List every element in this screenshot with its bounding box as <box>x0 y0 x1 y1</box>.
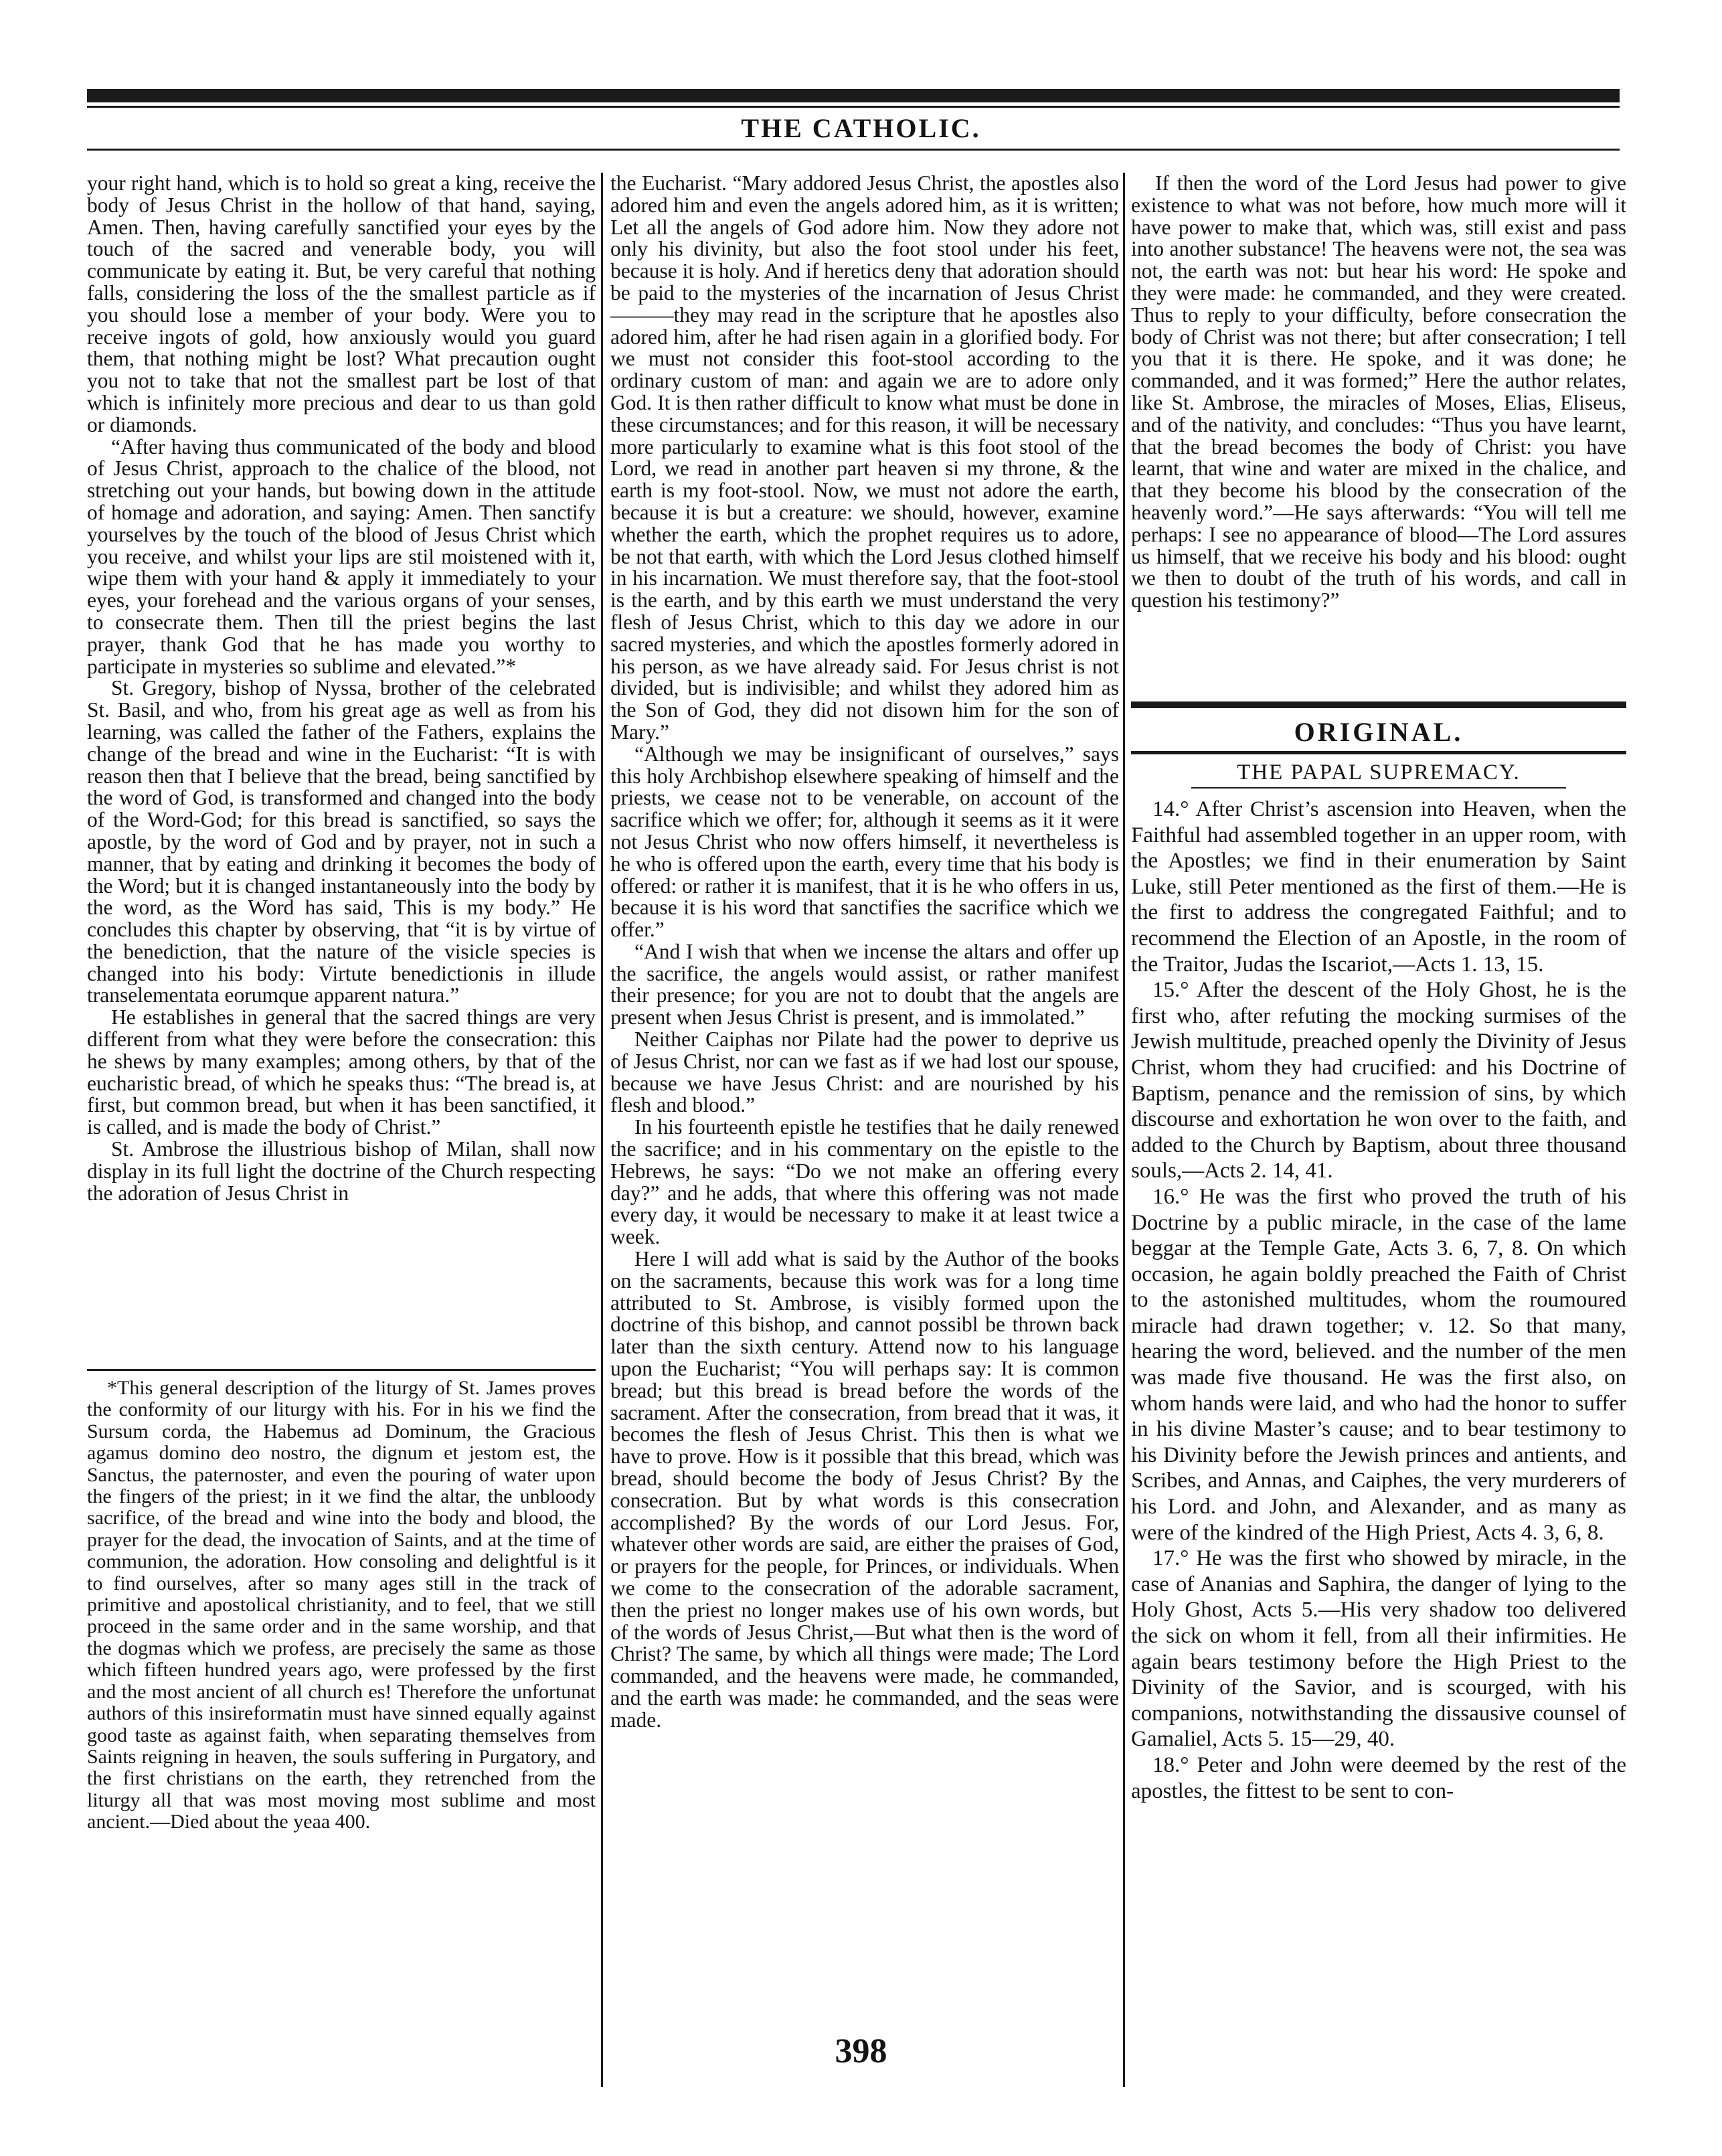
col1-paragraph: “After having thus communicated of the body and blood of Jesus Christ, approach to the chalice of the blood, not stretching out your hands, but bowing down in the attitude of homage and adoration, and saying: Amen. Then sanctify yourselves by the touch of the blood of Jesus Christ which you receive, and whilst your lips are stil moistened with it, wipe them with your hand & apply it immediately to your eyes, your forehead and the various organs of your senses, to consecrate them. Then till the priest begins the last prayer, thank God that he has made you worthy to participate in mysteries so sublime and elevated.”* <box>87 434 596 678</box>
footnote-text: *This general description of the liturgy of St. James proves the conformity of our liturgy with his. For in his we find the Sursum corda, the Habemus ad Dominum, the Gracious agamus domino deo nostro, the dignum et jestom est, the Sanctus, the paternoster, and even the pouring of water upon the fingers of the priest; in it we find the altar, the unbloody sacrifice, of the bread and wine into the body and blood, the prayer for the dead, the invocation of Saints, and at the time of communion, the adoration. How consoling and delightful is it to find ourselves, after so many ages still in the track of primitive and apostolical christianity, and to feel, that we still proceed in the same order and in the same worship, and that the dogmas which we profess, are precisely the same as those which fifteen hundred years ago, were professed by the first and the most ancient of all church es! Therefore the unfortunat authors of this insireformatin must have sinned equally against good taste as against faith, when separating themselves from Saints reigning in heaven, the souls suffering in Purgatory, and the first christians on the earth, they retrenched from the liturgy all that was most moving most sublime and most ancient.—Died about the yeaa 400. <box>87 1377 596 1833</box>
col2-paragraph: Neither Caiphas nor Pilate had the power to deprive us of Jesus Christ, nor can we fast as if we had lost our spouse, because we have Jesus Christ: and are nourished by his flesh and blood.” <box>610 1027 1119 1117</box>
original-article <box>1131 797 1626 1804</box>
original-paragraph: 18.° Peter and John were deemed by the rest of the apostles, the fittest to be sent to con- <box>1131 1752 1626 1803</box>
col3-paragraph: If then the word of the Lord Jesus had power to give existence to what was not before, how much more will it have power to make that, which was, still exist and pass into another substance! The heavens were not, the sea was not, the earth was not: but hear his word: He spoke and they were made: he commanded, and they were created. Thus to reply to your difficulty, before consecration the body of Christ was not there; but after consecration; I tell you that it is there. He spoke, and it was done; he commanded, and it was formed;” Here the author relates, like St. Ambrose, the miracles of Moses, Elias, Eliseus, and of the nativity, and concludes: “Thus you have learnt, that the bread becomes the body of Christ: you have learnt, that wine and water are mixed in the chalice, and that they become his blood by the consecration of the heavenly word.”—He says afterwards: “You will tell me perhaps: I see no appearance of blood—The Lord assures us himself, that we receive his body and his blood: ought we then to doubt of the truth of his words, and call in question his testimony?” <box>1131 171 1626 612</box>
col2-paragraph: Here I will add what is said by the Author of the books on the sacraments, because this work was for a long time attributed to St. Ambrose, is visibly formed upon the doctrine of this bishop, and cannot possibl be thrown back later than the sixth century. Attend now to his language upon the Eucharist; “You will perhaps say: It is common bread; but this bread is bread before the words of the sacrament. After the consecration, from bread that it was, it becomes the flesh of Jesus Christ. This then is what we have to prove. How is it possible that this bread, which was bread, should become the body of Jesus Christ? By the consecration. But by what words is this consecration accomplished? By the words of our Lord Jesus. For, whatever other words are said, are either the praises of God, or prayers for the people, for Princes, or individuals. When we come to the consecration of the adorable sacrament, then the priest no longer makes use of his own words, but of the words of Jesus Christ,—But what then is the word of Christ? The same, by which all things were made; The Lord commanded, and the heavens were made, he commanded, and the earth was made: he commanded, and the seas were made. <box>610 1247 1119 1732</box>
column-3 <box>1131 173 1626 612</box>
col2-paragraph: the Eucharist. “Mary addored Jesus Christ, the apostles also adored him and even the angels adored him, as it is written; Let all the angels of God adore him. Now they adore not only his divinity, but also the foot stool under his feet, because it is holy. And if heretics deny that adoration should be paid to the mysteries of the incarnation of Jesus Christ———they may read in the scripture that he apostles also adored him, after he had risen again in a glorified body. For we must not consider this foot-stool according to the ordinary custom of man: and again we are to adore only God. It is then rather difficult to know what must be done in these circumstances; and for this reason, it will be necessary more particularly to examine what is this foot stool of the Lord, we read in another part heaven si my throne, & the earth is my foot-stool. Now, we must not adore the earth, because it is but a creature: we should, however, examine whether the earth, which the prophet requires us to adore, be not that earth, with which the Lord Jesus clothed himself in his incarnation. We must therefore say, that the foot-stool is the earth, and by this earth we must understand the very flesh of Jesus Christ, which to this day we adore in our sacred mysteries, and which the apostles formerly adored in his person, as we have already said. For Jesus christ is not divided, but is indivisible; and whilst they adored him as the Son of God, they did not disown him for the son of Mary.” <box>610 171 1119 744</box>
col2-paragraph: In his fourteenth epistle he testifies that he daily renewed the sacrifice; and in his commentary on the epistle to the Hebrews, he says: “Do we not make an offering every day?” and he adds, that where this offering was not made every day, it would be necessary to make it at least twice a week. <box>610 1115 1119 1249</box>
original-paragraph: 14.° After Christ’s ascension into Heaven, when the Faithful had assembled together in an upper room, with the Apostles; we find in their enumeration by Saint Luke, still Peter mentioned as the first of them.—He is the first to address the congregated Faithful; and to recommend the Election of an Apostle, in the room of the Traitor, Judas the Iscariot,—Acts 1. 13, 15. <box>1131 797 1626 977</box>
col2-paragraph: “Although we may be insignificant of ourselves,” says this holy Archbishop elsewhere speaking of himself and the priests, we cease not to be venerable, on account of the sacrifice which we offer; for, although it seems as it it were not Jesus Christ who now offers himself, it nevertheless is he who is offered upon the earth, every time that his body is offered: or rather it is manifest, that it is he who offers in us, because it is his word that sanctifies the sacrifice which we offer.” <box>610 742 1119 942</box>
col1-paragraph: He establishes in general that the sacred things are very different from what they were before the consecration: this he shews by many examples; among others, by that of the eucharistic bread, of which he speaks thus: “The bread is, at first, but common bread, but when it has been sanctified, it is called, and is made the body of Christ.” <box>87 1005 596 1139</box>
original-paragraph: 16.° He was the first who proved the truth of his Doctrine by a public miracle, in the case of the lame beggar at the Temple Gate, Acts 3. 6, 7, 8. On which occasion, he again boldly preached the Faith of Christ to the astonished multitudes, whom the roumoured miracle had drawn together; v. 12. So that many, hearing the word, believed. and the number of the men was made five thousand. He was the first also, on whom hands were laid, and who had the honor to suffer in his divine Master’s cause; and to bear testimony to his Divinity before the Jewish princes and antients, and Scribes, and Annas, and Caiphes, the very murderers of his Lord. and John, and Alexander, and as many as were of the kindred of the High Priest, Acts 4. 3, 6, 8. <box>1131 1184 1626 1545</box>
original-section-rule-top <box>1131 701 1626 708</box>
original-paragraph: 17.° He was the first who showed by miracle, in the case of Ananias and Saphira, the danger of lying to the Holy Ghost, Acts 5.—His very shadow too delivered the sick on whom it fell, from all their infirmities. He again bears testimony before the High Priest to the Divinity of the Savior, and is scourged, with his companions, notwithstanding the dissausive counsel of Gamaliel, Acts 5. 15—29, 40. <box>1131 1546 1626 1752</box>
original-paragraph: 15.° After the descent of the Holy Ghost, he is the first who, after refuting the mocking surmises of the Jewish multitude, preached openly the Divinity of Jesus Christ, whom they had crucified: and his Doctrine of Baptism, penance and the remission of sins, by which discourse and exhortation he won over to the faith, and added to the Church by Baptism, about three thousand souls,—Acts 2. 14, 41. <box>1131 978 1626 1183</box>
col1-paragraph: your right hand, which is to hold so great a king, receive the body of Jesus Christ in the hollow of that hand, saying, Amen. Then, having carefully sanctified your eyes by the touch of the sacred and venerable body, you will communicate by eating it. But, be very careful that nothing falls, considering the loss of the the smallest particle as if you should lose a member of your body. Were you to receive ingots of gold, how anxiously would you guard them, that nothing might be lost? What precaution ought you not to take that not the smallest part be lost of that which is infinitely more precious and dear to us than gold or diamonds. <box>87 171 596 436</box>
footnote-rule <box>87 1369 596 1371</box>
masthead-thin-rule-top <box>87 106 1620 108</box>
column-1 <box>87 173 596 1204</box>
masthead-thin-rule-bottom <box>87 149 1620 151</box>
col1-paragraph: St. Gregory, bishop of Nyssa, brother of the celebrated St. Basil, and who, from his great age as well as from his learning, was called the father of the Fathers, explains the change of the bread and wine in the Eucharist: “It is with reason then that I believe that the bread, being sanctified by the word of God, is transformed and changed into the body of the Word-God; for this bread is sanctified, so says the apostle, by the word of God and by prayer, not in such a manner, that by eating and drinking it becomes the body of the Word; but it is changed instantaneously into the body by the word, as the Word has said, This is my body.” He concludes this chapter by observing, that “it is by virtue of the benediction, that the nature of the visicle species is changed into his body: Virtute benedictionis in illude transelementata eorumque apparent natura.” <box>87 676 596 1007</box>
col1-paragraph: St. Ambrose the illustrious bishop of Milan, shall now display in its full light the doctrine of the Church respecting the adoration of Jesus Christ in <box>87 1137 596 1205</box>
column-2 <box>610 173 1119 1732</box>
original-section-heading: ORIGINAL. <box>1294 717 1464 747</box>
papal-supremacy-heading: THE PAPAL SUPREMACY. <box>1237 760 1521 784</box>
column-divider-2 <box>1123 173 1125 2087</box>
column-divider-1 <box>601 173 603 2087</box>
papal-supremacy-underline <box>1191 787 1566 789</box>
original-section-rule-bottom <box>1131 751 1626 754</box>
masthead-thick-rule <box>87 89 1620 102</box>
running-header-title: THE CATHOLIC. <box>741 113 981 143</box>
col2-paragraph: “And I wish that when we incense the altars and offer up the sacrifice, the angels would assist, or rather manifest their presence; for you are not to doubt that the angels are present when Jesus Christ is present, and is immolated.” <box>610 939 1119 1029</box>
footnote <box>87 1378 596 1833</box>
page-number: 398 <box>835 2032 887 2070</box>
